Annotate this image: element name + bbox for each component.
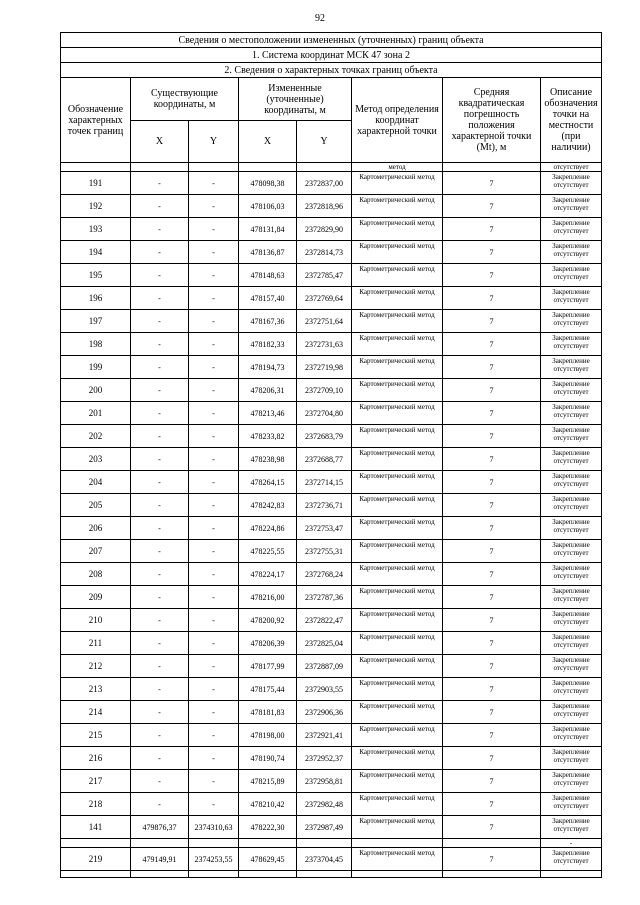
- cell-point-id: 217: [61, 770, 131, 793]
- cell-method: Картометрический метод: [352, 264, 443, 287]
- cell-description: Закрепление отсутствует: [541, 848, 602, 871]
- cell-method: Картометрический метод: [352, 333, 443, 356]
- header-existing-y: Y: [189, 121, 239, 163]
- cell-existing-y: -: [189, 471, 239, 494]
- cell-method: Картометрический метод: [352, 655, 443, 678]
- cell-method: Картометрический метод: [352, 448, 443, 471]
- cell-changed-x: 478200,92: [239, 609, 297, 632]
- table-row: [61, 517, 602, 540]
- cell-changed-y: 2372751,64: [297, 310, 352, 333]
- cell-method: Картометрический метод: [352, 770, 443, 793]
- cell-error: 7: [443, 563, 541, 586]
- cell-changed-y: 2372714,15: [297, 471, 352, 494]
- table-row: [61, 241, 602, 264]
- cell-point-id: 204: [61, 471, 131, 494]
- cell-changed-x: 478136,87: [239, 241, 297, 264]
- cell-point-id: 202: [61, 425, 131, 448]
- cell-error: 7: [443, 848, 541, 871]
- bottom-separator-row: [61, 871, 602, 878]
- cell-point-id: 207: [61, 540, 131, 563]
- table-row: [61, 471, 602, 494]
- continuation-description: отсутствует: [541, 163, 602, 172]
- cell-changed-x: 478206,39: [239, 632, 297, 655]
- cell-method: Картометрический метод: [352, 425, 443, 448]
- cell-changed-x: 478224,86: [239, 517, 297, 540]
- cell-description: Закрепление отсутствует: [541, 494, 602, 517]
- cell-changed-y: 2372688,77: [297, 448, 352, 471]
- cell-method: Картометрический метод: [352, 287, 443, 310]
- cell-error: 7: [443, 402, 541, 425]
- table-row: [61, 287, 602, 310]
- cell-existing-y: -: [189, 517, 239, 540]
- table-row: [61, 678, 602, 701]
- continuation-method: метод: [352, 163, 443, 172]
- cell-existing-y: -: [189, 264, 239, 287]
- cell-method: Картометрический метод: [352, 816, 443, 839]
- cell-existing-x: -: [131, 632, 189, 655]
- cell-error: 7: [443, 586, 541, 609]
- cell-existing-x: -: [131, 586, 189, 609]
- cell-changed-y: 2372829,90: [297, 218, 352, 241]
- cell-existing-y: -: [189, 770, 239, 793]
- cell-changed-x: 478224,17: [239, 563, 297, 586]
- cell-changed-x: 478106,03: [239, 195, 297, 218]
- cell-existing-y: -: [189, 632, 239, 655]
- cell-error: 7: [443, 448, 541, 471]
- table-row: [61, 701, 602, 724]
- cell-method: Картометрический метод: [352, 701, 443, 724]
- cell-method: Картометрический метод: [352, 195, 443, 218]
- cell-description: Закрепление отсутствует: [541, 816, 602, 839]
- cell-method: Картометрический метод: [352, 356, 443, 379]
- cell-changed-x: 478131,84: [239, 218, 297, 241]
- cell-method: Картометрический метод: [352, 540, 443, 563]
- cell-existing-x: -: [131, 264, 189, 287]
- cell-point-id: 215: [61, 724, 131, 747]
- cell-changed-y: 2372736,71: [297, 494, 352, 517]
- cell-changed-x: 478181,83: [239, 701, 297, 724]
- table-row: [61, 195, 602, 218]
- cell-error: 7: [443, 241, 541, 264]
- cell-description: Закрепление отсутствует: [541, 172, 602, 195]
- table-row: [61, 747, 602, 770]
- table-row: [61, 770, 602, 793]
- cell-existing-x: -: [131, 724, 189, 747]
- cell-existing-x: -: [131, 356, 189, 379]
- cell-changed-x: 478242,83: [239, 494, 297, 517]
- header-existing-x: X: [131, 121, 189, 163]
- cell-existing-x: -: [131, 609, 189, 632]
- cell-method: Картометрический метод: [352, 172, 443, 195]
- cell-point-id: 209: [61, 586, 131, 609]
- table-row: [61, 816, 602, 839]
- cell-description: Закрепление отсутствует: [541, 356, 602, 379]
- cell-point-id: 193: [61, 218, 131, 241]
- cell-description: Закрепление отсутствует: [541, 287, 602, 310]
- cell-point-id: 196: [61, 287, 131, 310]
- cell-error: 7: [443, 356, 541, 379]
- cell-point-id: 201: [61, 402, 131, 425]
- continuation-row: [61, 163, 602, 172]
- cell-point-id: 194: [61, 241, 131, 264]
- cell-changed-y: 2372814,73: [297, 241, 352, 264]
- header-method: Метод определения координат характерной точки: [352, 78, 443, 163]
- cell-description: Закрепление отсутствует: [541, 724, 602, 747]
- cell-error: 7: [443, 264, 541, 287]
- cell-point-id: 214: [61, 701, 131, 724]
- cell-description: Закрепление отсутствует: [541, 471, 602, 494]
- cell-existing-y: -: [189, 425, 239, 448]
- cell-point-id: 192: [61, 195, 131, 218]
- cell-error: 7: [443, 540, 541, 563]
- cell-existing-y: -: [189, 195, 239, 218]
- cell-method: Картометрический метод: [352, 218, 443, 241]
- cell-error: 7: [443, 425, 541, 448]
- cell-existing-y: -: [189, 379, 239, 402]
- cell-method: Картометрический метод: [352, 471, 443, 494]
- cell-changed-y: 2372768,24: [297, 563, 352, 586]
- header-error: Средняя квадратическая погрешность положения характерной точки (Mt), м: [443, 78, 541, 163]
- cell-description: Закрепление отсутствует: [541, 678, 602, 701]
- cell-existing-y: -: [189, 793, 239, 816]
- cell-changed-y: 2372769,64: [297, 287, 352, 310]
- cell-description: Закрепление отсутствует: [541, 195, 602, 218]
- cell-existing-y: 2374253,55: [189, 848, 239, 871]
- cell-existing-x: -: [131, 241, 189, 264]
- cell-existing-x: -: [131, 402, 189, 425]
- cell-point-id: 210: [61, 609, 131, 632]
- cell-changed-y: 2372709,10: [297, 379, 352, 402]
- cell-changed-x: 478215,89: [239, 770, 297, 793]
- cell-changed-x: 478238,98: [239, 448, 297, 471]
- cell-error: 7: [443, 701, 541, 724]
- table-row: [61, 333, 602, 356]
- cell-existing-x: -: [131, 172, 189, 195]
- cell-existing-y: -: [189, 241, 239, 264]
- cell-description: Закрепление отсутствует: [541, 402, 602, 425]
- cell-existing-x: -: [131, 770, 189, 793]
- cell-error: 7: [443, 770, 541, 793]
- cell-description: Закрепление отсутствует: [541, 540, 602, 563]
- cell-changed-x: 478210,42: [239, 793, 297, 816]
- cell-existing-y: -: [189, 609, 239, 632]
- cell-existing-x: -: [131, 310, 189, 333]
- cell-description: Закрепление отсутствует: [541, 632, 602, 655]
- cell-existing-x: -: [131, 747, 189, 770]
- cell-changed-y: 2372921,41: [297, 724, 352, 747]
- table-title: Сведения о местоположении измененных (уточненных) границ объекта: [61, 33, 602, 48]
- cell-existing-x: 479149,91: [131, 848, 189, 871]
- cell-existing-x: -: [131, 678, 189, 701]
- table-row: [61, 563, 602, 586]
- cell-existing-x: -: [131, 287, 189, 310]
- cell-method: Картометрический метод: [352, 848, 443, 871]
- cell-method: Картометрический метод: [352, 310, 443, 333]
- cell-existing-x: -: [131, 563, 189, 586]
- cell-existing-x: -: [131, 540, 189, 563]
- cell-existing-x: -: [131, 793, 189, 816]
- table-row: [61, 218, 602, 241]
- table-row: [61, 655, 602, 678]
- cell-changed-y: 2373704,45: [297, 848, 352, 871]
- cell-description: Закрепление отсутствует: [541, 425, 602, 448]
- cell-error: 7: [443, 333, 541, 356]
- cell-changed-y: 2372903,55: [297, 678, 352, 701]
- cell-changed-y: 2372818,96: [297, 195, 352, 218]
- cell-existing-y: -: [189, 172, 239, 195]
- cell-point-id: 199: [61, 356, 131, 379]
- cell-point-id: 191: [61, 172, 131, 195]
- cell-method: Картометрический метод: [352, 379, 443, 402]
- cell-changed-x: 478206,31: [239, 379, 297, 402]
- cell-error: 7: [443, 609, 541, 632]
- cell-point-id: 211: [61, 632, 131, 655]
- cell-existing-x: -: [131, 655, 189, 678]
- cell-changed-y: 2372906,36: [297, 701, 352, 724]
- cell-changed-x: 478177,99: [239, 655, 297, 678]
- cell-point-id: 216: [61, 747, 131, 770]
- cell-existing-y: -: [189, 724, 239, 747]
- header-changed: Измененные (уточненные) координаты, м: [239, 78, 352, 121]
- cell-existing-x: -: [131, 333, 189, 356]
- cell-changed-y: 2372958,81: [297, 770, 352, 793]
- cell-existing-x: -: [131, 701, 189, 724]
- cell-changed-y: 2372982,48: [297, 793, 352, 816]
- cell-description: Закрепление отсутствует: [541, 310, 602, 333]
- cell-error: 7: [443, 655, 541, 678]
- cell-existing-y: -: [189, 563, 239, 586]
- cell-description: Закрепление отсутствует: [541, 218, 602, 241]
- cell-error: 7: [443, 793, 541, 816]
- cell-changed-y: 2372952,37: [297, 747, 352, 770]
- cell-changed-y: 2372785,47: [297, 264, 352, 287]
- cell-method: Картометрический метод: [352, 586, 443, 609]
- cell-existing-x: 479876,37: [131, 816, 189, 839]
- cell-point-id: 212: [61, 655, 131, 678]
- header-changed-x: X: [239, 121, 297, 163]
- cell-point-id: 141: [61, 816, 131, 839]
- cell-existing-x: -: [131, 195, 189, 218]
- table-row: [61, 425, 602, 448]
- separator-row: [61, 839, 602, 848]
- header-description: Описание обозначения точки на местности (при наличии): [541, 78, 602, 163]
- cell-description: Закрепление отсутствует: [541, 770, 602, 793]
- cell-existing-y: -: [189, 586, 239, 609]
- cell-point-id: 219: [61, 848, 131, 871]
- cell-method: Картометрический метод: [352, 402, 443, 425]
- cell-existing-y: -: [189, 356, 239, 379]
- table-row: [61, 724, 602, 747]
- cell-point-id: 218: [61, 793, 131, 816]
- cell-changed-x: 478213,46: [239, 402, 297, 425]
- cell-description: Закрепление отсутствует: [541, 609, 602, 632]
- cell-description: Закрепление отсутствует: [541, 701, 602, 724]
- cell-existing-x: -: [131, 471, 189, 494]
- cell-existing-x: -: [131, 425, 189, 448]
- cell-existing-y: -: [189, 540, 239, 563]
- cell-method: Картометрический метод: [352, 747, 443, 770]
- cell-method: Картометрический метод: [352, 241, 443, 264]
- cell-changed-y: 2372837,00: [297, 172, 352, 195]
- cell-method: Картометрический метод: [352, 563, 443, 586]
- cell-existing-y: -: [189, 333, 239, 356]
- cell-description: Закрепление отсутствует: [541, 448, 602, 471]
- cell-changed-y: 2372822,47: [297, 609, 352, 632]
- page-number: 92: [315, 13, 325, 24]
- table-row: [61, 402, 602, 425]
- cell-changed-x: 478167,36: [239, 310, 297, 333]
- cell-existing-y: 2374310,63: [189, 816, 239, 839]
- cell-description: Закрепление отсутствует: [541, 563, 602, 586]
- cell-method: Картометрический метод: [352, 494, 443, 517]
- cell-existing-y: -: [189, 287, 239, 310]
- cell-description: Закрепление отсутствует: [541, 747, 602, 770]
- header-point: Обозначение характерных точек границ: [61, 78, 131, 163]
- cell-changed-y: 2372731,63: [297, 333, 352, 356]
- cell-changed-x: 478222,30: [239, 816, 297, 839]
- cell-changed-y: 2372719,98: [297, 356, 352, 379]
- section-heading: 2. Сведения о характерных точках границ объекта: [61, 63, 602, 78]
- cell-point-id: 206: [61, 517, 131, 540]
- cell-changed-x: 478216,00: [239, 586, 297, 609]
- table-row: [61, 379, 602, 402]
- cell-error: 7: [443, 287, 541, 310]
- cell-existing-y: -: [189, 655, 239, 678]
- cell-point-id: 198: [61, 333, 131, 356]
- cell-error: 7: [443, 310, 541, 333]
- cell-existing-x: -: [131, 218, 189, 241]
- cell-point-id: 195: [61, 264, 131, 287]
- cell-existing-x: -: [131, 448, 189, 471]
- table-row: [61, 448, 602, 471]
- cell-existing-y: -: [189, 218, 239, 241]
- table-row: [61, 632, 602, 655]
- cell-existing-y: -: [189, 310, 239, 333]
- cell-description: Закрепление отсутствует: [541, 517, 602, 540]
- cell-error: 7: [443, 517, 541, 540]
- cell-changed-x: 478629,45: [239, 848, 297, 871]
- cell-changed-y: 2372704,80: [297, 402, 352, 425]
- cell-changed-y: 2372987,49: [297, 816, 352, 839]
- cell-existing-y: -: [189, 747, 239, 770]
- cell-method: Картометрический метод: [352, 793, 443, 816]
- cell-error: 7: [443, 724, 541, 747]
- cell-changed-x: 478225,55: [239, 540, 297, 563]
- header-existing: Существующие координаты, м: [131, 78, 239, 121]
- cell-point-id: 213: [61, 678, 131, 701]
- cell-error: 7: [443, 494, 541, 517]
- boundary-points-table: [60, 32, 602, 878]
- cell-changed-x: 478098,38: [239, 172, 297, 195]
- cell-changed-x: 478233,82: [239, 425, 297, 448]
- table-row: [61, 793, 602, 816]
- cell-changed-x: 478198,00: [239, 724, 297, 747]
- cell-error: 7: [443, 632, 541, 655]
- cell-changed-x: 478175,44: [239, 678, 297, 701]
- cell-method: Картометрический метод: [352, 632, 443, 655]
- cell-existing-y: -: [189, 494, 239, 517]
- cell-point-id: 200: [61, 379, 131, 402]
- table-row: [61, 356, 602, 379]
- table-row: [61, 172, 602, 195]
- cell-method: Картометрический метод: [352, 724, 443, 747]
- cell-error: 7: [443, 172, 541, 195]
- cell-error: 7: [443, 471, 541, 494]
- cell-method: Картометрический метод: [352, 678, 443, 701]
- cell-changed-x: 478148,63: [239, 264, 297, 287]
- cell-description: Закрепление отсутствует: [541, 264, 602, 287]
- cell-error: 7: [443, 678, 541, 701]
- table-row: [61, 494, 602, 517]
- table-row: [61, 264, 602, 287]
- cell-existing-y: -: [189, 678, 239, 701]
- table-row: [61, 609, 602, 632]
- cell-description: Закрепление отсутствует: [541, 655, 602, 678]
- cell-point-id: 205: [61, 494, 131, 517]
- cell-description: Закрепление отсутствует: [541, 241, 602, 264]
- cell-changed-x: 478194,73: [239, 356, 297, 379]
- cell-changed-x: 478190,74: [239, 747, 297, 770]
- cell-changed-y: 2372755,31: [297, 540, 352, 563]
- coordinate-system: 1. Система координат МСК 47 зона 2: [61, 48, 602, 63]
- separator-dash: -: [541, 839, 602, 848]
- cell-changed-y: 2372683,79: [297, 425, 352, 448]
- table-row: [61, 848, 602, 871]
- cell-method: Картометрический метод: [352, 517, 443, 540]
- cell-description: Закрепление отсутствует: [541, 793, 602, 816]
- cell-changed-x: 478157,40: [239, 287, 297, 310]
- cell-error: 7: [443, 218, 541, 241]
- header-changed-y: Y: [297, 121, 352, 163]
- cell-existing-x: -: [131, 517, 189, 540]
- cell-description: Закрепление отсутствует: [541, 586, 602, 609]
- cell-error: 7: [443, 195, 541, 218]
- cell-existing-y: -: [189, 701, 239, 724]
- table-row: [61, 540, 602, 563]
- cell-point-id: 197: [61, 310, 131, 333]
- cell-error: 7: [443, 747, 541, 770]
- cell-changed-y: 2372887,09: [297, 655, 352, 678]
- cell-changed-x: 478182,33: [239, 333, 297, 356]
- cell-changed-y: 2372753,47: [297, 517, 352, 540]
- cell-method: Картометрический метод: [352, 609, 443, 632]
- cell-description: Закрепление отсутствует: [541, 379, 602, 402]
- cell-existing-y: -: [189, 448, 239, 471]
- table-row: [61, 310, 602, 333]
- cell-existing-x: -: [131, 494, 189, 517]
- table-row: [61, 586, 602, 609]
- cell-existing-x: -: [131, 379, 189, 402]
- cell-description: Закрепление отсутствует: [541, 333, 602, 356]
- cell-point-id: 208: [61, 563, 131, 586]
- cell-changed-y: 2372787,36: [297, 586, 352, 609]
- cell-changed-x: 478264,15: [239, 471, 297, 494]
- cell-point-id: 203: [61, 448, 131, 471]
- cell-error: 7: [443, 816, 541, 839]
- cell-changed-y: 2372825,04: [297, 632, 352, 655]
- cell-existing-y: -: [189, 402, 239, 425]
- cell-error: 7: [443, 379, 541, 402]
